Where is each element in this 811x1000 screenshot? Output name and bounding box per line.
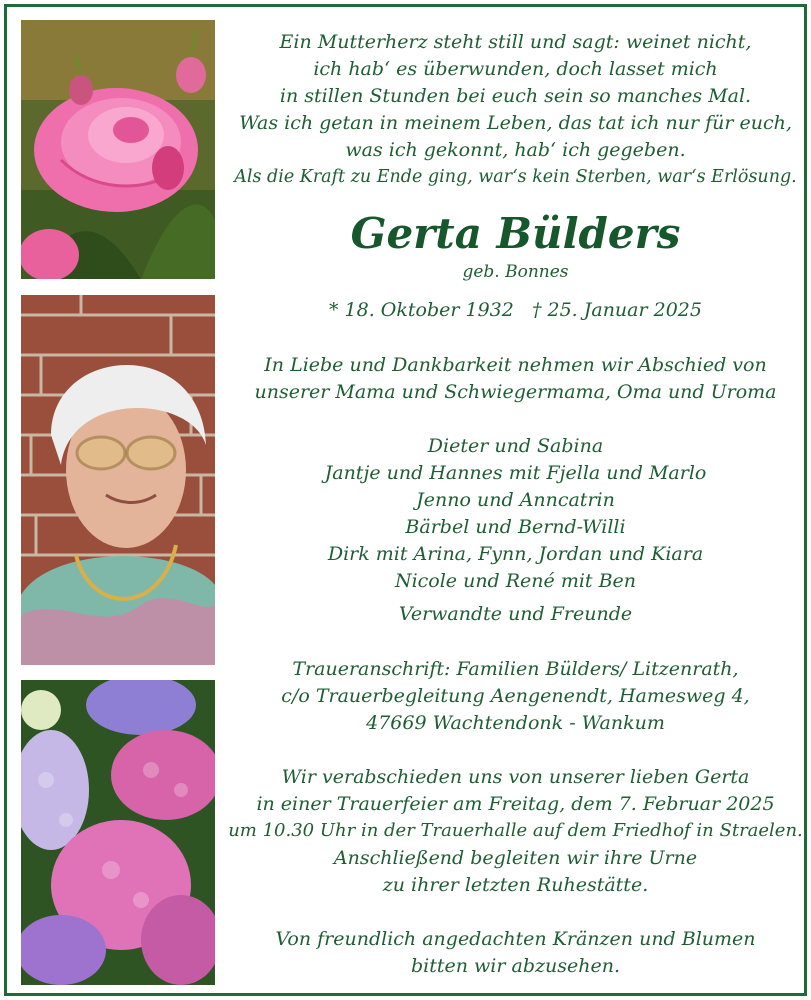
hydrangea-image: [21, 680, 215, 985]
farewell-line-1: In Liebe und Dankbarkeit nehmen wir Abschied von: [264, 354, 767, 376]
family-line: Nicole und René mit Ben: [394, 570, 637, 592]
maiden-name: geb. Bonnes: [462, 262, 569, 282]
poem-line-4: Was ich getan in meinem Leben, das tat ich nur für euch,: [239, 112, 792, 134]
ceremony-line: in einer Trauerfeier am Freitag, dem 7. Februar 2025: [256, 793, 775, 815]
family-line: Bärbel und Bernd-Willi: [405, 516, 626, 538]
relatives-line: Verwandte und Freunde: [398, 603, 633, 625]
address-line: 47669 Wachtendonk - Wankum: [366, 712, 665, 734]
closing-line: bitten wir abzusehen.: [411, 955, 620, 977]
ceremony-line: um 10.30 Uhr in der Trauerhalle auf dem Friedhof in Straelen.: [228, 820, 803, 841]
ceremony-line: zu ihrer letzten Ruhestätte.: [382, 874, 649, 896]
deceased-name: Gerta Bülders: [350, 209, 681, 258]
address-line: c/o Trauerbegleitung Aengenendt, Hamesweg 4,: [281, 685, 750, 707]
closing-line: Von freundlich angedachten Kränzen und Blumen: [275, 928, 756, 950]
obituary-frame: [4, 4, 807, 996]
portrait-image: [21, 295, 215, 665]
poem-line-3: in stillen Stunden bei euch sein so manches Mal.: [279, 85, 752, 107]
ceremony-line: Anschließend begleiten wir ihre Urne: [333, 847, 698, 869]
rose-photo: [21, 20, 215, 279]
poem-line-2: ich hab‘ es überwunden, doch lasset mich: [313, 58, 718, 80]
address-line: Traueranschrift: Familien Bülders/ Litzenrath,: [292, 658, 739, 680]
rose-image: [21, 20, 215, 279]
poem-line-6: Als die Kraft zu Ende ging, war‘s kein Sterben, war‘s Erlösung.: [234, 167, 797, 187]
family-line: Jenno und Anncatrin: [416, 489, 615, 511]
ceremony-line: Wir verabschieden uns von unserer lieben Gerta: [281, 766, 750, 788]
hydrangea-photo: [21, 680, 215, 985]
life-dates: * 18. Oktober 1932 † 25. Januar 2025: [329, 299, 702, 321]
poem-line-5: was ich gekonnt, hab‘ ich gegeben.: [345, 139, 686, 161]
poem-line-1: Ein Mutterherz steht still und sagt: weinet nicht,: [279, 31, 752, 53]
family-line: Jantje und Hannes mit Fjella und Marlo: [324, 462, 707, 484]
family-line: Dieter und Sabina: [427, 435, 604, 457]
portrait-photo: [21, 295, 215, 665]
farewell-line-2: unserer Mama und Schwiegermama, Oma und Uroma: [254, 381, 777, 403]
family-line: Dirk mit Arina, Fynn, Jordan und Kiara: [327, 543, 704, 565]
